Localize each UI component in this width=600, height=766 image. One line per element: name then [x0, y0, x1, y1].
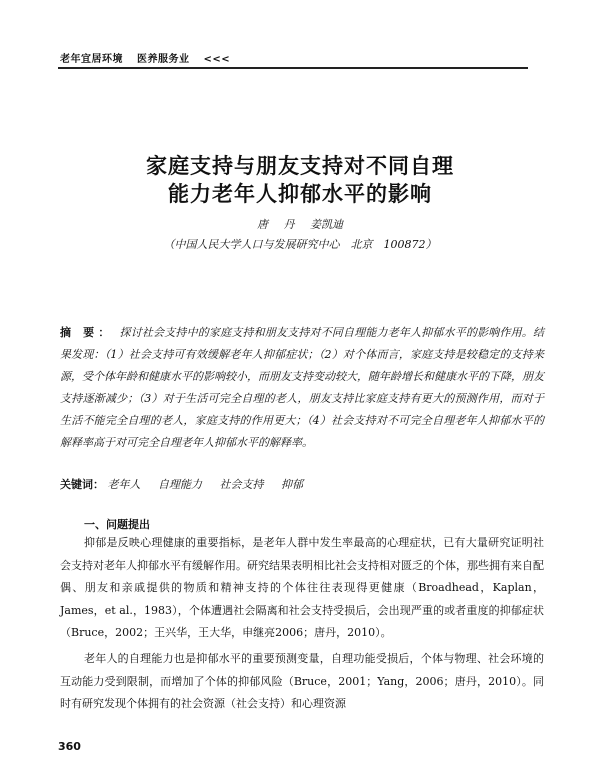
- header-section-1: 老年宜居环境: [60, 54, 123, 65]
- header-rule: [58, 67, 528, 69]
- section-heading: 一、问题提出: [84, 518, 150, 531]
- page-number: 360: [58, 740, 81, 753]
- running-header: [60, 50, 240, 65]
- keyword: 社会支持: [219, 478, 264, 491]
- authors: 唐 丹 姜凯迪: [257, 218, 343, 231]
- abstract-text: 探讨社会支持中的家庭支持和朋友支持对不同自理能力老年人抑郁水平的影响作用。结果发现：（1）社会支持可有效缓解老年人抑郁症状；（2）对个体而言，家庭支持是较稳定的支持来源，受个体年龄和健康水平的影响较小，而朋友支持变动较大，随年龄增长和健康水平的下降，朋友支持逐渐减少；（3）对于生活可完全自理的老人，朋友支持比家庭支持有更大的预测作用，而对于生活不能完全自理的老人，家庭支持的作用更大；（4）社会支持对不可完全自理老年人抑郁水平的解释率高于对可完全自理老年人抑郁水平的解释率。: [60, 326, 544, 449]
- keyword: 自理能力: [158, 478, 202, 491]
- keyword: 老年人: [107, 478, 141, 491]
- header-arrows: <<<: [203, 54, 231, 65]
- header-section-2: 医养服务业: [136, 54, 190, 65]
- keyword: 抑郁: [281, 478, 303, 491]
- title-line-2: 能力老年人抑郁水平的影响: [168, 181, 432, 206]
- paragraph-1: 抑郁是反映心理健康的重要指标，是老年人群中发生率最高的心理症状，已有大量研究证明社会支持对老年人抑郁水平有缓解作用。研究结果表明相比社会支持相对匮乏的个体，那些拥有来自配偶、朋友和亲戚提供的物质和精神支持的个体往往表现得更健康（Broadhead，Kaplan，James，et al.，1983），个体遭遇社会隔离和社会支持受损后，会出现严重的或者重度的抑郁症状（Bruce，2002；王兴华，王大华，申继亮2006；唐丹，2010）。: [60, 536, 544, 640]
- paragraph-2: 老年人的自理能力也是抑郁水平的重要预测变量，自理功能受损后，个体与物理、社会环境的互动能力受到限制，而增加了个体的抑郁风险（Bruce，2001；Yang，2006；唐丹，2010）。同时有研究发现个体拥有的社会资源（社会支持）和心理资源: [60, 652, 544, 711]
- title-line-1: 家庭支持与朋友支持对不同自理: [146, 153, 454, 178]
- affiliation: （中国人民大学人口与发展研究中心 北京 100872）: [163, 238, 437, 251]
- abstract: [60, 322, 544, 454]
- abstract-label: 摘 要：: [60, 326, 114, 339]
- keywords: [60, 476, 544, 492]
- keywords-label: 关键词：: [60, 478, 104, 491]
